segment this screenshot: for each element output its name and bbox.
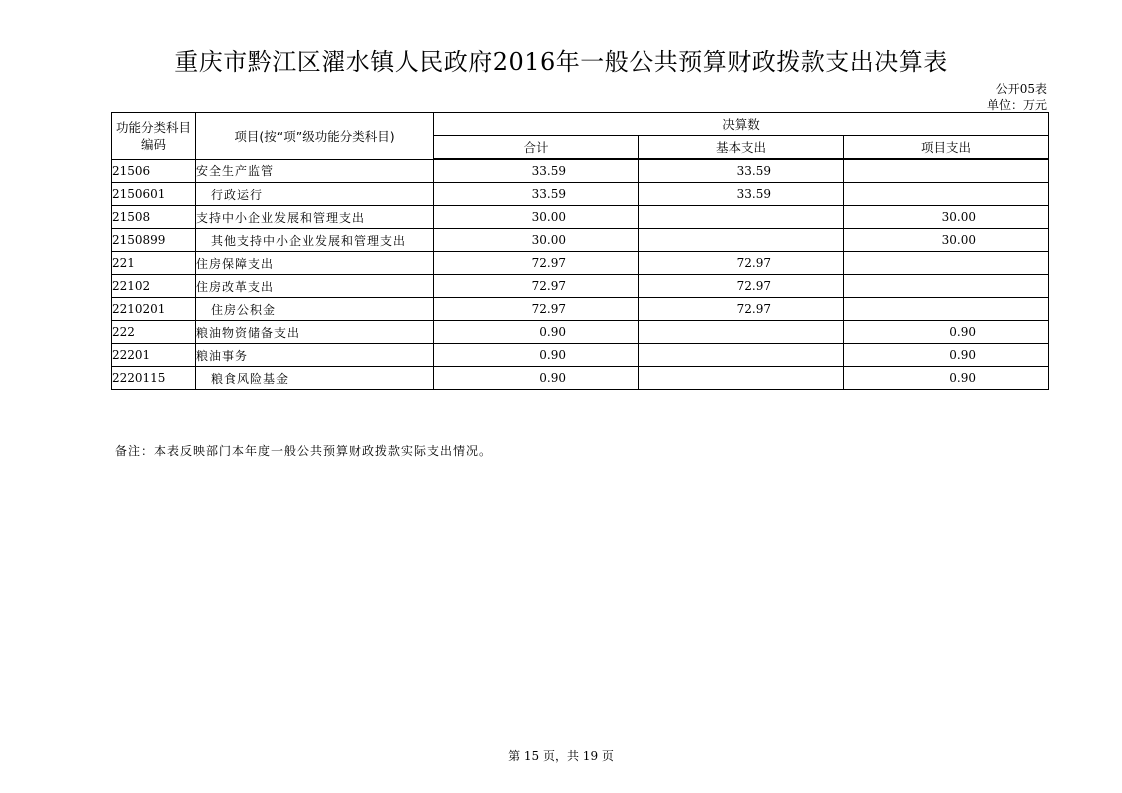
row-code: 21506 <box>112 159 196 183</box>
table-row <box>112 344 1049 367</box>
row-code: 2220115 <box>112 367 196 390</box>
table-code: 公开05表 <box>995 82 1047 96</box>
row-code: 22201 <box>112 344 196 367</box>
row-code: 221 <box>112 252 196 275</box>
row-total: 0.90 <box>539 348 566 362</box>
row-code: 2150601 <box>112 183 196 206</box>
row-basic: 33.59 <box>736 164 771 178</box>
header-total: 合计 <box>434 136 639 160</box>
header-group: 决算数 <box>434 113 1049 136</box>
table-row <box>112 275 1049 298</box>
row-name: 粮油物资储备支出 <box>196 321 434 344</box>
row-total: 0.90 <box>539 371 566 385</box>
row-project: 30.00 <box>941 210 977 224</box>
row-project: 0.90 <box>949 325 977 339</box>
row-name: 住房改革支出 <box>196 275 434 298</box>
row-basic: 72.97 <box>736 302 771 316</box>
row-project: 30.00 <box>941 233 977 247</box>
page-footer: 第 15 页，共 19 页 <box>508 749 614 763</box>
page-title: 重庆市黔江区濯水镇人民政府2016年一般公共预算财政拨款支出决算表 <box>174 48 948 76</box>
row-name: 粮食风险基金 <box>196 367 434 390</box>
header-basic: 基本支出 <box>639 136 844 160</box>
table-row <box>112 229 1049 252</box>
row-code: 2150899 <box>112 229 196 252</box>
table-row <box>112 206 1049 229</box>
row-total: 33.59 <box>531 164 566 178</box>
row-project: 0.90 <box>949 371 977 385</box>
table-row <box>112 183 1049 206</box>
row-code: 22102 <box>112 275 196 298</box>
row-total: 72.97 <box>531 256 566 270</box>
table-row <box>112 252 1049 275</box>
table-row <box>112 367 1049 390</box>
row-code: 21508 <box>112 206 196 229</box>
row-name: 其他支持中小企业发展和管理支出 <box>196 229 434 252</box>
header-project: 项目支出 <box>844 136 1049 160</box>
row-total: 0.90 <box>539 325 566 339</box>
row-name: 粮油事务 <box>196 344 434 367</box>
budget-table <box>111 112 1049 390</box>
row-total: 30.00 <box>531 233 566 247</box>
row-basic: 33.59 <box>736 187 771 201</box>
table-note: 备注：本表反映部门本年度一般公共预算财政拨款实际支出情况。 <box>115 444 493 458</box>
row-code: 2210201 <box>112 298 196 321</box>
row-name: 住房公积金 <box>196 298 434 321</box>
row-code: 222 <box>112 321 196 344</box>
row-name: 住房保障支出 <box>196 252 434 275</box>
row-name: 安全生产监管 <box>196 159 434 183</box>
row-basic: 72.97 <box>736 256 771 270</box>
table-row <box>112 298 1049 321</box>
row-total: 33.59 <box>531 187 566 201</box>
header-name: 项目(按“项”级功能分类科目) <box>196 113 434 160</box>
row-name: 支持中小企业发展和管理支出 <box>196 206 434 229</box>
row-basic: 72.97 <box>736 279 771 293</box>
row-total: 72.97 <box>531 279 566 293</box>
unit-label: 单位：万元 <box>986 98 1047 112</box>
table-row <box>112 321 1049 344</box>
row-total: 72.97 <box>531 302 566 316</box>
row-project: 0.90 <box>949 348 977 362</box>
row-total: 30.00 <box>531 210 566 224</box>
table-row <box>112 159 1049 183</box>
header-code: 功能分类科目编码 <box>112 113 196 160</box>
row-name: 行政运行 <box>196 183 434 206</box>
